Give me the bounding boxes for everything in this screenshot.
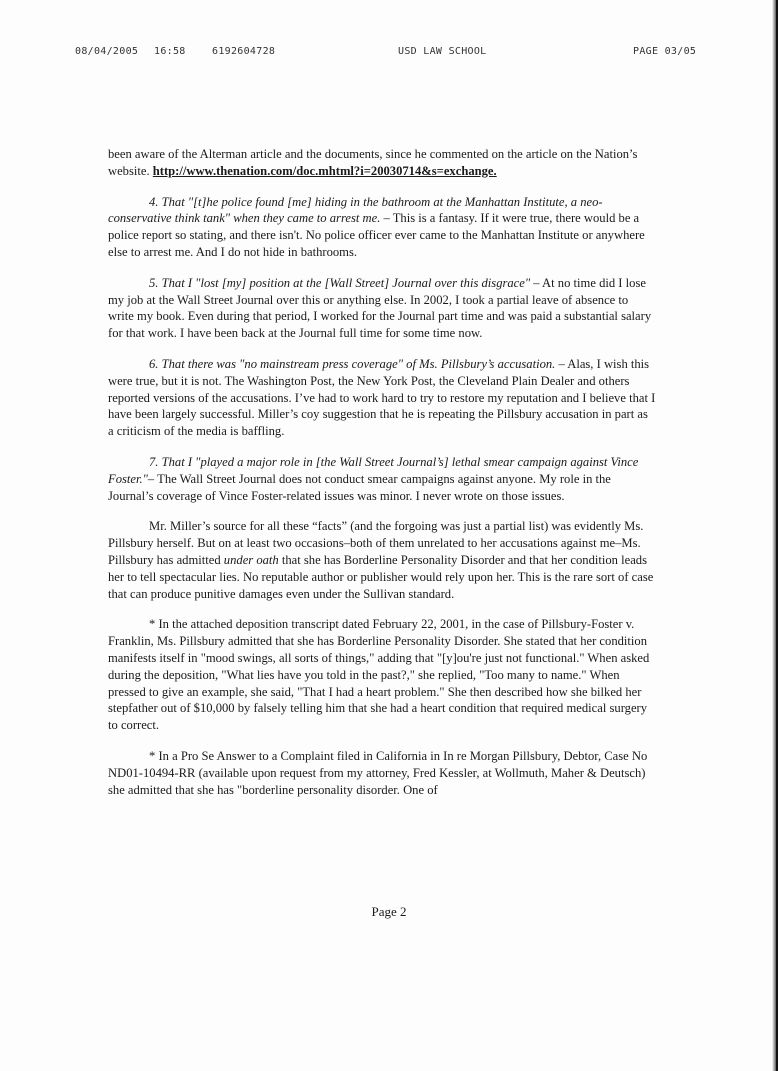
paragraph-text: been aware of the Alterman article and the documents, since he commented on the article on the Nation’s website. — [108, 147, 638, 178]
item-7-body: – The Wall Street Journal does not conduct smear campaigns against anyone. My role in the Journal’s coverage of Vince Foster-related issues was minor. I never wrote on those issues. — [108, 471, 611, 503]
item-5-heading: 5. That I "lost [my] position at the [Wall Street] Journal over this disgrace" — [149, 275, 531, 290]
fax-organization: USD LAW SCHOOL — [398, 46, 487, 57]
fax-date: 08/04/2005 — [75, 46, 139, 57]
paragraph-deposition: * In the attached deposition transcript dated February 22, 2001, in the case of Pillsbury-Foster v. Franklin, Ms. Pillsbury admitted that she has Borderline Personality Disorder. She stated that her condition manifests itself in "mood swings, all sorts of things," adding that "[y]ou're just not functional." When asked during the deposition, "What lies have you told in the past?," she replied, "Too many to name." When pressed to give an example, she said, "That I had a heart problem." She then described how she bilked her stepfather out of $10,000 by falsely telling him that she had a heart condition that required medical surgery to correct. — [108, 617, 650, 733]
paragraph-item-4 — [108, 194, 656, 261]
letter-body — [108, 146, 656, 812]
paragraph-item-7 — [108, 454, 656, 504]
fax-time: 16:58 — [154, 46, 186, 57]
nation-link[interactable]: http://www.thenation.com/doc.mhtml?i=20030714&s=exchange. — [152, 163, 497, 178]
fax-header — [0, 46, 778, 62]
paragraph-pro-se: * In a Pro Se Answer to a Complaint filed in California in In re Morgan Pillsbury, Debtor, Case No ND01-10494-RR (available upon request from my attorney, Fred Kessler, at Wollmuth, Maher & Deutsch) she admitted that she has "borderline personality disorder. One of — [108, 748, 648, 797]
sources-emphasis: under oath — [223, 552, 279, 567]
item-4-heading: 4. That "[t]he police found [me] hiding in the bathroom at the Manhattan Institute, a neo-conservative think tank" when they came to arrest me. — [108, 194, 603, 226]
item-6-heading: 6. That there was "no mainstream press coverage" of Ms. Pillsbury’s accusation. — [149, 356, 556, 371]
item-5-body: – At no time did I lose my job at the Wall Street Journal over this or anything else. In 2002, I took a partial leave of absence to write my book. Even during that period, I worked for the Journal part time and was paid a substantial salary for that work. I have been back at the Journal full time for some time now. — [108, 275, 652, 341]
paragraph-item-5 — [108, 275, 656, 342]
item-6-body: – Alas, I wish this were true, but it is not. The Washington Post, the New York Post, the Cleveland Plain Dealer and others reported versions of the accusations. I’ve had to work hard to try to restore my reputation and I believe that I have been largely successful. Miller’s coy suggestion that he is repeating the Pillsbury accusation in part as a criticism of the media is baffling. — [108, 356, 656, 439]
paragraph-item-6 — [108, 356, 656, 440]
paragraph-sources — [108, 518, 656, 602]
fax-page-count: PAGE 03/05 — [633, 46, 697, 57]
item-7-heading: 7. That I "played a major role in [the Wall Street Journal’s] lethal smear campaign against Vince Foster." — [108, 454, 639, 486]
fax-phone: 6192604728 — [212, 46, 276, 57]
sources-text-a: Mr. Miller’s source for all these “facts” (and the forgoing was just a partial list) was evidently Ms. Pillsbury herself. But on at least two occasions–both of them unrelated to her accusations against me–Ms. Pillsbury has admitted — [108, 519, 644, 567]
page-number: Page 2 — [371, 904, 407, 919]
item-4-body: – This is a fantasy. If it were true, there would be a police report so stating, and there isn't. No police officer ever came to the Manhattan Institute or anywhere else to arrest me. And I do not hide in bathrooms. — [108, 211, 645, 259]
paragraph-continuation — [108, 146, 656, 180]
sources-text-b: that she has Borderline Personality Disorder and that her condition leads her to tell spectacular lies. No reputable author or publisher would rely upon her. This is the rare sort of case that can produce punitive damages even under the Sullivan standard. — [108, 552, 654, 601]
